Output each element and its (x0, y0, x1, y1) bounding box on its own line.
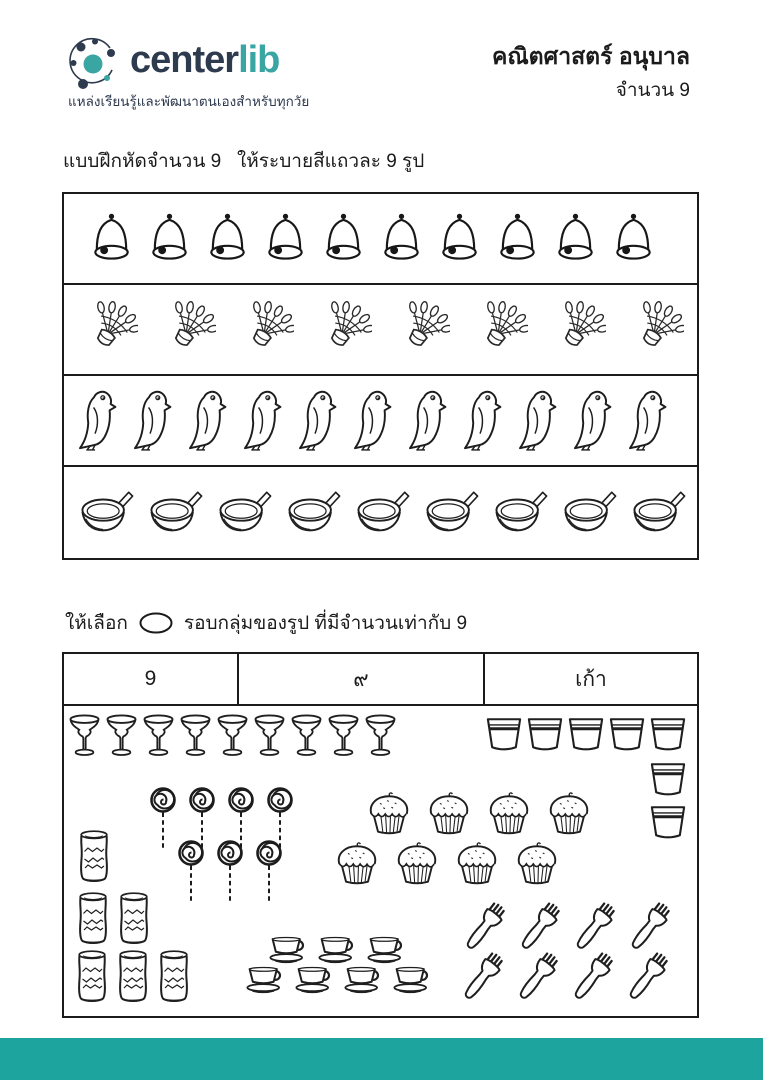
brand-primary: center (130, 39, 239, 81)
cupcake-icon (452, 841, 502, 885)
bird-icon (567, 387, 616, 455)
teacup-icon (264, 935, 313, 964)
glass-icon (214, 712, 251, 760)
bird-icon (402, 387, 451, 455)
practice-table (62, 192, 699, 560)
bell-icon (260, 210, 311, 267)
pan-icon (216, 486, 276, 540)
cupcake-icon (332, 841, 382, 885)
bird-icon (72, 387, 121, 455)
exercise2-instruction (65, 608, 467, 638)
brand-accent: lib (238, 39, 280, 81)
pot-icon (525, 715, 565, 751)
centerlib-logo[interactable] (66, 34, 279, 92)
answer-table (62, 652, 699, 1018)
pot-icon (566, 715, 606, 751)
brand-tagline: แหล่งเรียนรู้และพัฒนาตนเองสำหรับทุกวัย (68, 94, 310, 109)
shuttlecock-icon (154, 297, 216, 363)
group-teacups-row-1[interactable] (264, 935, 411, 964)
answer-content-area (64, 706, 697, 1017)
fork-icon (568, 949, 616, 1007)
exercise2-instruction-prefix: ให้เลือก (65, 613, 128, 634)
brand-wordmark (130, 40, 279, 82)
answer-header-row (64, 654, 697, 706)
header-cell-arabic-numeral: 9 (64, 654, 239, 704)
cupcake-icon (424, 791, 474, 835)
group-pots-row-2[interactable] (648, 760, 688, 796)
pan-icon (561, 486, 621, 540)
glass-icon (288, 712, 325, 760)
bell-icon (202, 210, 253, 267)
group-cans-row-1[interactable] (75, 828, 113, 886)
pan-icon (147, 486, 207, 540)
pot-icon (648, 715, 688, 751)
bird-icon (182, 387, 231, 455)
bird-icon (512, 387, 561, 455)
title-block (492, 42, 690, 105)
fork-icon (513, 949, 561, 1007)
glass-icon (103, 712, 140, 760)
bell-icon (376, 210, 427, 267)
bird-icon (457, 387, 506, 455)
group-cupcakes-row-2[interactable] (332, 841, 562, 885)
bird-icon (237, 387, 286, 455)
glass-icon (140, 712, 177, 760)
bird-icon (347, 387, 396, 455)
page-subtitle: จำนวน 9 (615, 79, 690, 101)
teacup-icon (241, 965, 290, 994)
teacup-icon (388, 965, 437, 994)
shuttlecock-icon (76, 297, 138, 363)
bird-icon (292, 387, 341, 455)
teacup-icon (362, 935, 411, 964)
shuttlecock-icon (388, 297, 450, 363)
can-icon (114, 948, 152, 1006)
can-icon (75, 828, 113, 886)
bell-icon (318, 210, 369, 267)
cupcake-icon (484, 791, 534, 835)
glass-icon (251, 712, 288, 760)
page-title: คณิตศาสตร์ อนุบาล (491, 43, 690, 69)
pan-icon (630, 486, 690, 540)
lollipop-icon (215, 839, 245, 905)
group-cans-row-2[interactable] (74, 890, 153, 948)
header-cell-thai-numeral: ๙ (239, 654, 485, 704)
pan-icon (423, 486, 483, 540)
group-pots-row-1[interactable] (484, 715, 688, 751)
shuttlecock-icon (310, 297, 372, 363)
can-icon (155, 948, 193, 1006)
group-pots-row-3[interactable] (648, 803, 688, 839)
exercise1-instruction: แบบฝึกหัดจำนวน 9 ให้ระบายสีแถวละ 9 รูป (63, 151, 425, 172)
pan-icon (492, 486, 552, 540)
bird-icon (622, 387, 671, 455)
pan-icon (354, 486, 414, 540)
group-forks-row-2[interactable] (458, 949, 671, 1007)
bird-icon (127, 387, 176, 455)
cupcake-icon (392, 841, 442, 885)
bell-icon (144, 210, 195, 267)
pot-icon (648, 803, 688, 839)
glass-icon (177, 712, 214, 760)
teacup-icon (290, 965, 339, 994)
teacup-icon (339, 965, 388, 994)
practice-row-shuttlecocks (64, 285, 697, 376)
group-cans-row-3[interactable] (73, 948, 193, 1006)
glass-icon (325, 712, 362, 760)
group-margarita-glasses[interactable] (66, 712, 399, 760)
pan-icon (285, 486, 345, 540)
lollipop-icon (254, 839, 284, 905)
lollipop-icon (148, 786, 178, 852)
exercise2-instruction-suffix: รอบกลุ่มของรูป ที่มีจำนวนเท่ากับ 9 (183, 613, 468, 634)
shuttlecock-icon (544, 297, 606, 363)
can-icon (74, 890, 112, 948)
can-icon (73, 948, 111, 1006)
bell-icon (550, 210, 601, 267)
teacup-icon (313, 935, 362, 964)
cupcake-icon (512, 841, 562, 885)
bell-icon (434, 210, 485, 267)
glass-icon (362, 712, 399, 760)
cupcake-icon (544, 791, 594, 835)
practice-row-bells (64, 194, 697, 285)
header-cell-thai-word: เก้า (575, 667, 607, 691)
group-lollipops-row-2[interactable] (176, 839, 284, 905)
shuttlecock-icon (466, 297, 528, 363)
pot-icon (607, 715, 647, 751)
pot-icon (484, 715, 524, 751)
pan-icon (78, 486, 138, 540)
centerlib-logo-icon (66, 34, 122, 92)
bell-icon (492, 210, 543, 267)
lollipop-icon (176, 839, 206, 905)
shuttlecock-icon (232, 297, 294, 363)
pot-icon (648, 760, 688, 796)
cupcake-icon (364, 791, 414, 835)
fork-icon (458, 949, 506, 1007)
oval-mark-icon (138, 611, 174, 635)
group-cupcakes-row-1[interactable] (364, 791, 594, 835)
bell-icon (86, 210, 137, 267)
fork-icon (623, 949, 671, 1007)
practice-row-pans (64, 467, 697, 558)
group-teacups-row-2[interactable] (241, 965, 437, 994)
glass-icon (66, 712, 103, 760)
practice-row-birds (64, 376, 697, 467)
shuttlecock-icon (622, 297, 684, 363)
bell-icon (608, 210, 659, 267)
can-icon (115, 890, 153, 948)
footer-accent-bar (0, 1038, 763, 1080)
